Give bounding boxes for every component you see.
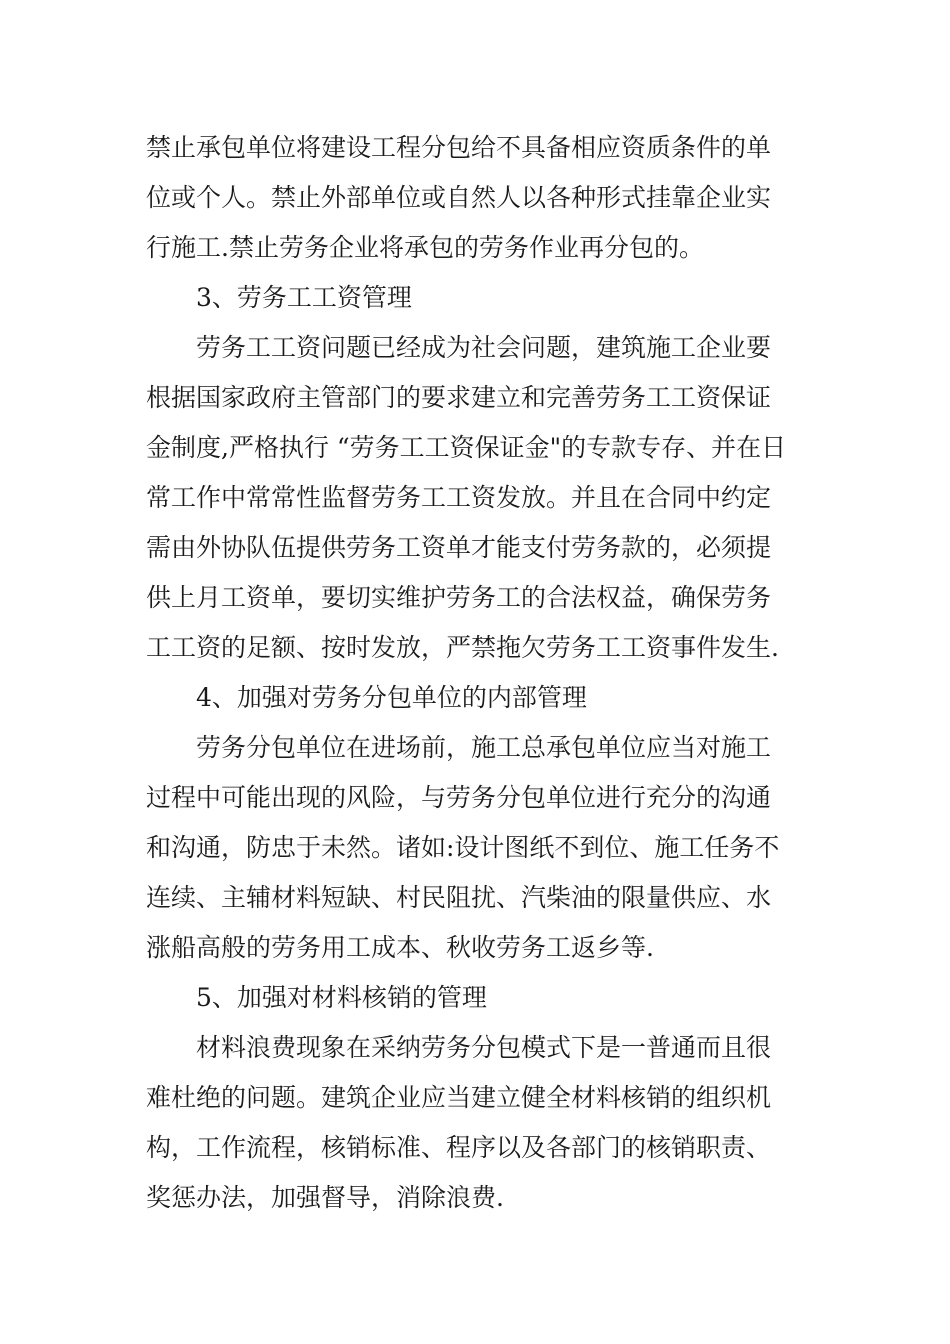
text-line: 金制度,严格执行 “劳务工工资保证金"的专款专存、并在日 bbox=[146, 433, 787, 462]
section-heading-3: 3、劳务工工资管理 bbox=[196, 283, 412, 312]
text-line: 工工资的足额、按时发放，严禁拖欠劳务工工资事件发生. bbox=[146, 633, 779, 662]
text-line: 需由外协队伍提供劳务工资单才能支付劳务款的，必须提 bbox=[146, 533, 772, 562]
text-line: 构，工作流程，核销标准、程序以及各部门的核销职责、 bbox=[146, 1133, 772, 1162]
paragraph-first-line: 材料浪费现象在采纳劳务分包模式下是一普通而且很 bbox=[196, 1033, 772, 1062]
text-line: 涨船高般的劳务用工成本、秋收劳务工返乡等. bbox=[146, 933, 654, 962]
paragraph-first-line: 劳务工工资问题已经成为社会问题，建筑施工企业要 bbox=[196, 333, 772, 362]
text-line: 奖惩办法，加强督导，消除浪费. bbox=[146, 1183, 504, 1212]
text-line: 连续、主辅材料短缺、村民阻扰、汽柴油的限量供应、水 bbox=[146, 883, 772, 912]
section-heading-5: 5、加强对材料核销的管理 bbox=[196, 983, 487, 1012]
text-line: 供上月工资单，要切实维护劳务工的合法权益，确保劳务 bbox=[146, 583, 772, 612]
section-heading-4: 4、加强对劳务分包单位的内部管理 bbox=[196, 683, 587, 712]
text-line: 常工作中常常性监督劳务工工资发放。并且在合同中约定 bbox=[146, 483, 772, 512]
text-line: 位或个人。禁止外部单位或自然人以各种形式挂靠企业实 bbox=[146, 183, 772, 212]
text-line: 根据国家政府主管部门的要求建立和完善劳务工工资保证 bbox=[146, 383, 772, 412]
text-line: 行施工.禁止劳务企业将承包的劳务作业再分包的。 bbox=[146, 233, 704, 262]
text-line: 和沟通，防忠于未然。诸如:设计图纸不到位、施工任务不 bbox=[146, 833, 780, 862]
paragraph-first-line: 劳务分包单位在进场前，施工总承包单位应当对施工 bbox=[196, 733, 772, 762]
text-line: 禁止承包单位将建设工程分包给不具备相应资质条件的单 bbox=[146, 133, 772, 162]
text-line: 过程中可能出现的风险，与劳务分包单位进行充分的沟通 bbox=[146, 783, 772, 812]
text-line: 难杜绝的问题。建筑企业应当建立健全材料核销的组织机 bbox=[146, 1083, 772, 1112]
